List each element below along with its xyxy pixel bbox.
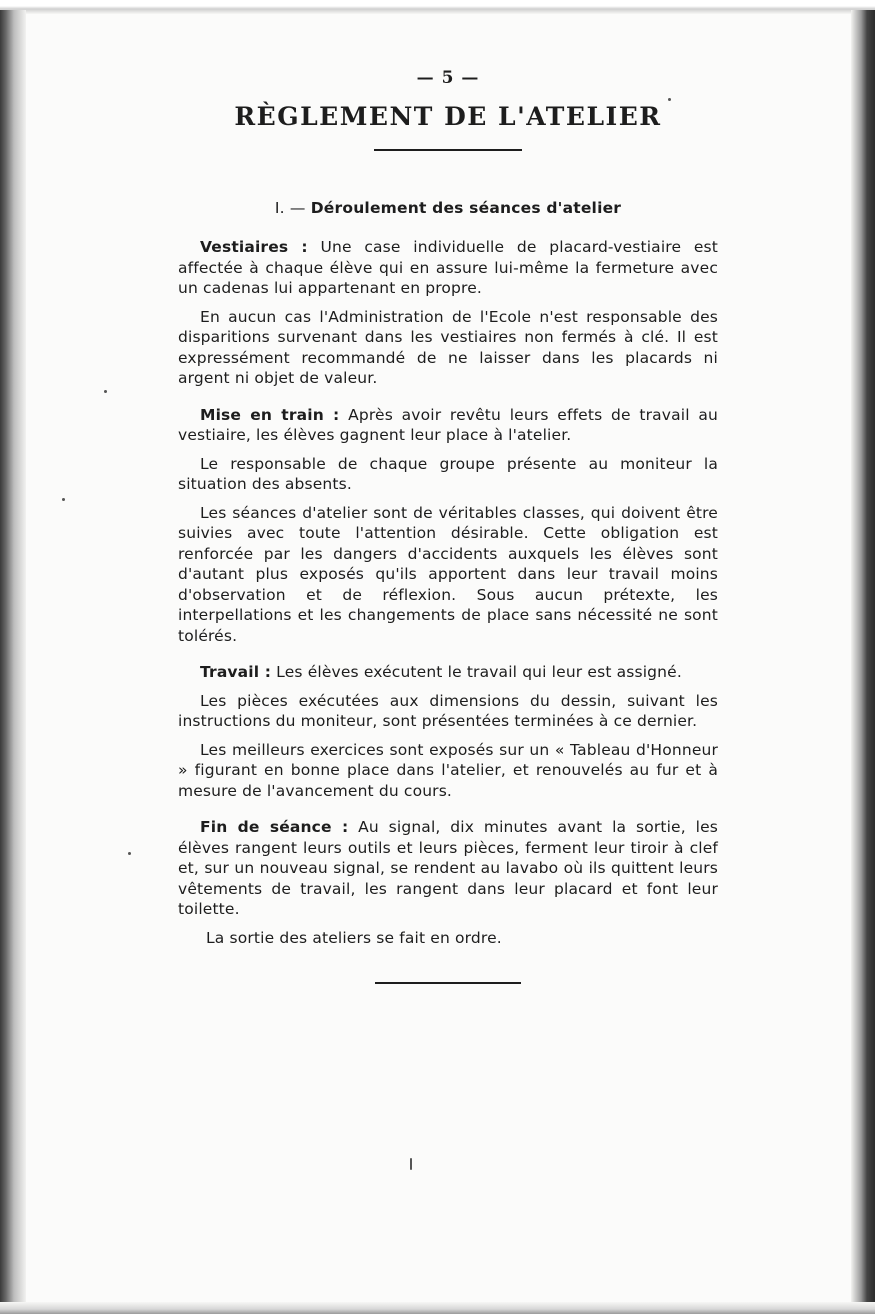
paragraph-vestiaires: Vestiaires : Une case individuelle de placard-vestiaire est affectée à chaque élève qui en assure lui-même la fermeture avec un cadenas lui appartenant en propre. xyxy=(178,238,718,297)
scan-mark xyxy=(410,1158,412,1170)
paragraph-travail: Travail : Les élèves exécutent le travail qui leur est assigné. xyxy=(200,663,682,681)
page-bottom-edge xyxy=(0,1302,875,1314)
page-number: — 5 — xyxy=(416,68,480,88)
closing-divider xyxy=(375,982,521,984)
paragraph-administration: En aucun cas l'Administration de l'Ecole n'est responsable des disparitions survenant dans les vestiaires non fermés à clé. Il est expressément recommandé de ne laisser dans les placards ni argent ni objet de valeur. xyxy=(178,307,718,387)
paragraph-pieces: Les pièces exécutées aux dimensions du dessin, suivant les instructions du moniteur, sont présentées terminées à ce dernier. xyxy=(178,691,718,730)
page-left-binding-edge xyxy=(0,10,26,1310)
page-top-edge xyxy=(0,0,875,14)
paragraph-fin-de-seance: Fin de séance : Au signal, dix minutes avant la sortie, les élèves rangent leurs outils et leurs pièces, ferment leur tiroir à clef et, sur un nouveau signal, se rendent au lavabo où ils quittent leurs vêtements de travail, les rangent dans leur placard et font leur toilette. xyxy=(178,818,718,918)
section-heading xyxy=(178,199,718,217)
page-title: RÈGLEMENT DE L'ATELIER xyxy=(234,102,662,131)
paragraph-tableau-honneur: Les meilleurs exercices sont exposés sur un « Tableau d'Honneur » figurant en bonne place dans l'atelier, et renouvelés au fur et à mesure de l'avancement du cours. xyxy=(178,740,718,800)
paragraph-responsable: Le responsable de chaque groupe présente au moniteur la situation des absents. xyxy=(178,454,718,493)
scan-speck xyxy=(104,390,107,393)
scan-speck xyxy=(128,852,131,855)
paragraph-seances: Les séances d'atelier sont de véritables classes, qui doivent être suivies avec toute l'attention désirable. Cette obligation est renforcée par les dangers d'accidents auxquels les élèves sont d'autant plus exposés qu'ils apportent dans leur travail moins d'observation et de réflexion. Sous aucun prétexte, les interpellations et les changements de place sans nécessité ne sont tolérés. xyxy=(178,503,718,645)
paragraph-sortie: La sortie des ateliers se fait en ordre. xyxy=(206,928,502,947)
page-content xyxy=(178,68,718,984)
page-right-edge xyxy=(851,10,875,1310)
title-divider xyxy=(374,149,522,151)
paragraph-mise-en-train: Mise en train : Après avoir revêtu leurs effets de travail au vestiaire, les élèves gagnent leur place à l'atelier. xyxy=(178,405,718,444)
section-number: I. — xyxy=(274,199,306,217)
section-heading-text: Déroulement des séances d'atelier xyxy=(310,199,622,217)
scan-speck xyxy=(62,498,65,501)
